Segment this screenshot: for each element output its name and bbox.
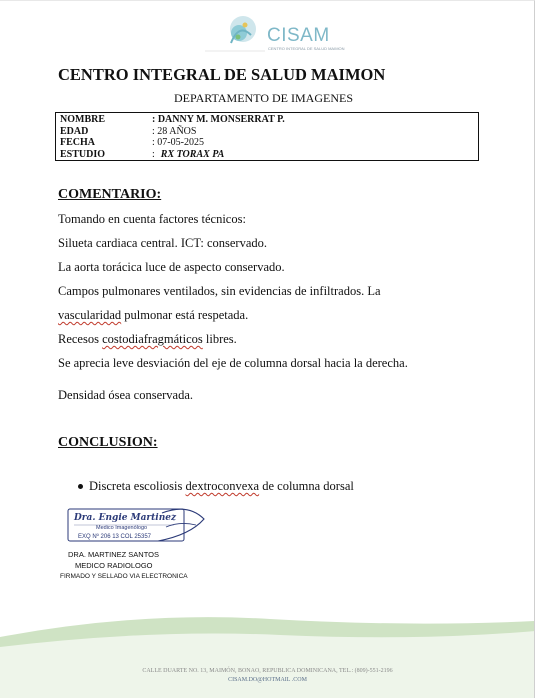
doctor-name: DRA. MARTINEZ SANTOS <box>68 550 159 559</box>
comment-line-5 <box>58 308 248 323</box>
patient-study-row <box>60 149 474 161</box>
study-value: RX TORAX PA <box>160 148 225 160</box>
bullet-icon <box>78 484 83 489</box>
conclusion-text-end: de columna dorsal <box>262 479 354 493</box>
date-value: : 07-05-2025 <box>152 137 204 148</box>
footer-email[interactable]: CISAM.DO@HOTMAIL .COM <box>228 677 307 683</box>
patient-age-row <box>60 126 474 138</box>
doctor-role: MEDICO RADIOLOGO <box>75 561 153 570</box>
word-costodiafragmaticos: costodiafragmáticos <box>102 332 203 346</box>
word-dextroconvexa: dextroconvexa <box>185 479 260 493</box>
comment-line-3: La aorta torácica luce de aspecto conservado. <box>58 260 285 274</box>
conclusion-heading: CONCLUSION: <box>58 435 158 450</box>
comment-line-1: Tomando en cuenta factores técnicos: <box>58 212 246 226</box>
logo-subtitle: CENTRO INTEGRAL DE SALUD MAIMON <box>268 46 345 51</box>
comment-line-6-start: Recesos <box>58 332 99 346</box>
comment-line-8: Densidad ósea conservada. <box>58 388 194 402</box>
comment-line-7: Se aprecia leve desviación del eje de columna dorsal hacia la derecha. <box>58 356 408 370</box>
comment-heading: COMENTARIO: <box>58 187 162 202</box>
age-value: : 28 AÑOS <box>152 125 197 137</box>
study-prefix: : <box>152 148 155 160</box>
age-label: EDAD <box>60 125 89 137</box>
signature-note: FIRMADO Y SELLADO VIA ELECTRONICA <box>60 573 188 580</box>
stamp-name: Dra. Engie Martinez <box>74 513 177 523</box>
department-title: DEPARTAMENTO DE IMAGENES <box>174 91 353 105</box>
stamp-license: EXQ Nº 206 13 COL 25357 <box>78 534 152 540</box>
stamp-role: Medico Imagenólogo <box>96 525 148 531</box>
page-title: CENTRO INTEGRAL DE SALUD MAIMON <box>58 65 386 84</box>
comment-line-2: Silueta cardiaca central. ICT: conservado. <box>58 236 268 250</box>
footer-address: CALLE DUARTE NO. 13, MAIMÓN, BONAO, REPUBLICA DOMINICANA, TEL.: (809)-551-2196 <box>142 668 393 674</box>
patient-date-row <box>60 137 474 149</box>
logo-text: CISAM <box>267 25 330 46</box>
footer-wave <box>0 601 535 698</box>
word-vascularidad: vascularidad <box>58 308 122 322</box>
conclusion-item <box>89 479 354 494</box>
date-label: FECHA <box>60 137 95 148</box>
name-label: NOMBRE <box>60 114 105 125</box>
conclusion-text-start: Discreta escoliosis <box>89 479 183 493</box>
patient-name-row <box>60 114 474 126</box>
patient-info-box <box>55 112 479 161</box>
comment-line-4: Campos pulmonares ventilados, sin evidencias de infiltrados. La <box>58 284 381 298</box>
comment-line-5-rest: pulmonar está respetada. <box>124 308 249 322</box>
study-label: ESTUDIO <box>60 148 106 160</box>
comment-line-6-end: libres. <box>205 332 237 346</box>
comment-line-6 <box>58 332 237 347</box>
name-value: : DANNY M. MONSERRAT P. <box>152 114 285 125</box>
